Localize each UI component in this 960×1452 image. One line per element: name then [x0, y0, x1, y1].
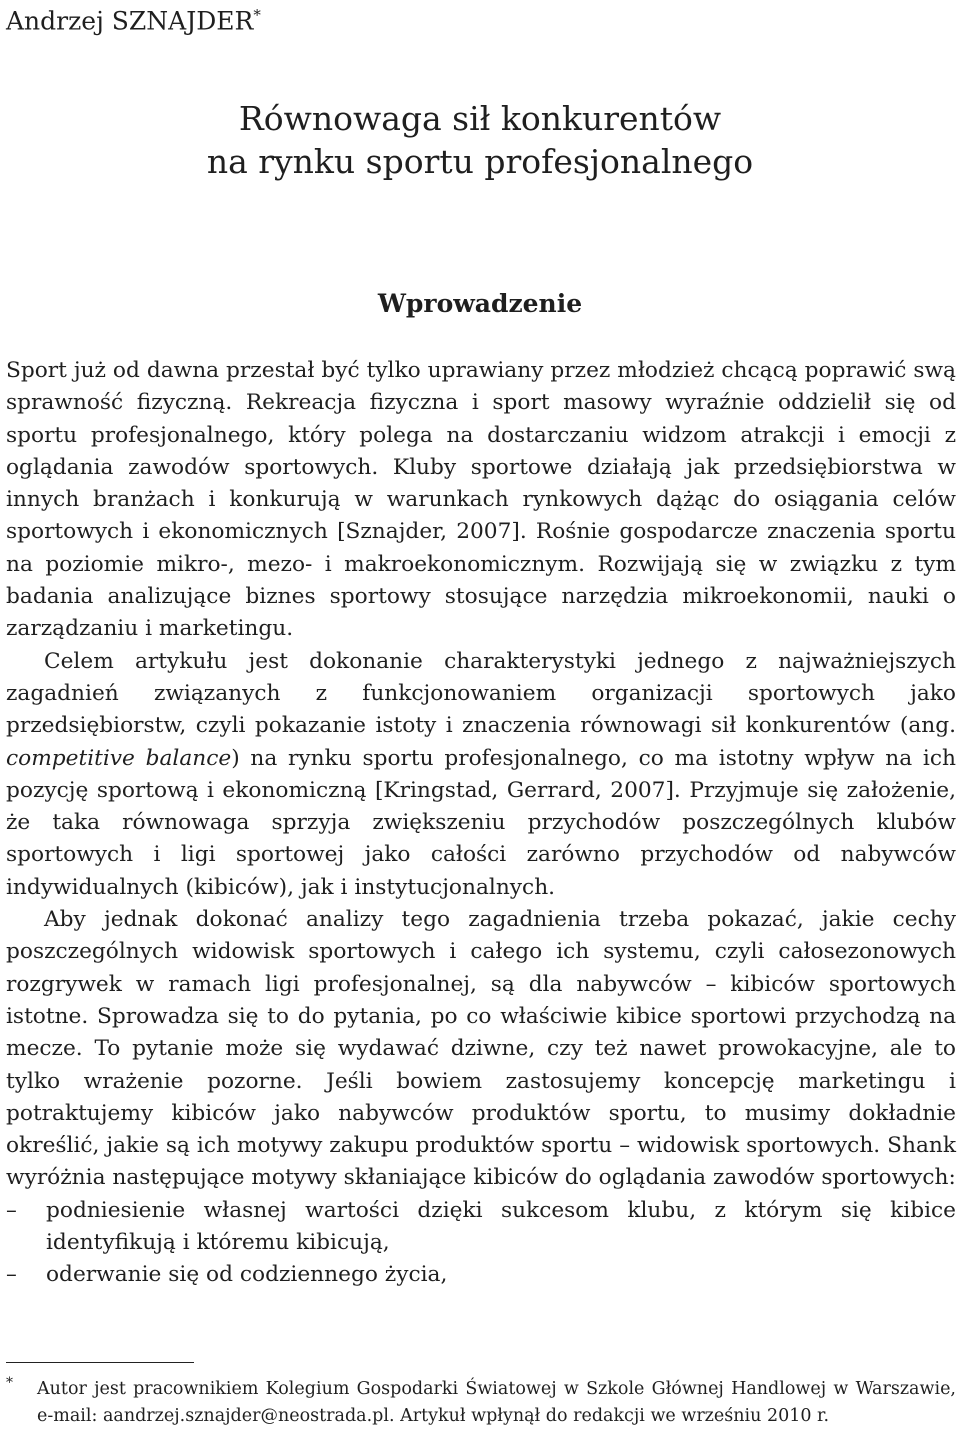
- author-name: [6, 0, 261, 36]
- paragraph-2-part-a: Celem artykułu jest dokonanie charakterystyki jednego z najważniejszych zagadnień związanych z funkcjonowaniem organizacji sportowych jako przedsiębiorstw, czyli pokazanie istoty i znaczenia równowagi sił konkurentów (ang.: [6, 648, 956, 739]
- author-text: Andrzej SZNAJDER: [6, 6, 254, 36]
- paragraph-2-italic-term: competitive balance: [6, 745, 232, 771]
- paragraph-3: Aby jednak dokonać analizy tego zagadnienia trzeba pokazać, jakie cechy poszczególnych widowisk sportowych i całego ich systemu, czyli całosezonowych rozgrywek w ramach ligi profesjonalnej, są dla nabywców – kibiców sportowych istotne. Sprowadza się to do pytania, po co właściwie kibice sportowi przychodzą na mecze. To pytanie może się wydawać dziwne, czy też nawet prowokacyjne, ale to tylko wrażenie pozorne. Jeśli bowiem zastosujemy koncepcję marketingu i potraktujemy kibiców jako nabywców produktów sportu, to musimy dokładnie określić, jakie są ich motywy zakupu produktów sportu – widowisk sportowych. Shank wyróżnia następujące motywy skłaniające kibiców do oglądania zawodów sportowych:: [6, 907, 956, 1191]
- list-item: [6, 1195, 956, 1260]
- list-item-text: oderwanie się od codziennego życia,: [46, 1262, 448, 1288]
- paragraph-1: Sport już od dawna przestał być tylko uprawiany przez młodzież chcącą poprawić swą sprawność fizyczną. Rekreacja fizyczna i sport masowy wyraźnie oddzielił się od sportu profesjonalnego, który polega na dostarczaniu widzom atrakcji i emocji z oglądania zawodów sportowych. Kluby sportowe działają jak przedsiębiorstwa w innych branżach i konkurują w warunkach rynkowych dążąc do osiągania celów sportowych i ekonomicznych [Sznajder, 2007]. Rośnie gospodarcze znaczenia sportu na poziomie mikro-, mezo- i makroekonomicznym. Rozwijają się w związku z tym badania analizujące biznes sportowy stosujące narzędzia mikroekonomii, nauki o zarządzaniu i marketingu.: [6, 358, 956, 642]
- paragraph-2: [6, 646, 956, 904]
- title-line-1: Równowaga sił konkurentów: [238, 99, 722, 138]
- list-dash: –: [6, 1262, 17, 1288]
- list-item-text: podniesienie własnej wartości dzięki sukcesom klubu, z którym się kibice identyfikują i któremu kibicują,: [46, 1197, 956, 1256]
- footnote-rule: [6, 1362, 194, 1363]
- author-footnote-mark: *: [253, 6, 261, 24]
- article-body: [6, 355, 956, 1292]
- motive-list: [6, 1195, 956, 1292]
- paragraph-2-part-b: ) na rynku sportu profesjonalnego, co ma istotny wpływ na ich pozycję sportową i ekonomiczną [Kringstad, Gerrard, 2007]. Przyjmuje się założenie, że taka równowaga sprzyja zwiększeniu przychodów poszczególnych klubów sportowych i ligi sportowej jako całości zarówno przychodów od nabywców indywidualnych (kibiców), jak i instytucjonalnych.: [6, 745, 956, 900]
- title-line-2: na rynku sportu profesjonalnego: [206, 142, 754, 181]
- list-item: [6, 1259, 956, 1291]
- footnote: [6, 1376, 956, 1430]
- article-title: [0, 97, 960, 183]
- list-dash: –: [6, 1197, 17, 1223]
- footnote-mark: *: [6, 1375, 13, 1391]
- footnote-text: Autor jest pracownikiem Kolegium Gospodarki Światowej w Szkole Głównej Handlowej w Warszawie, e-mail: aandrzej.sznajder@neostrada.pl. Artykuł wpłynął do redakcji we wrześniu 2010 r.: [37, 1379, 956, 1426]
- section-heading: Wprowadzenie: [377, 289, 583, 318]
